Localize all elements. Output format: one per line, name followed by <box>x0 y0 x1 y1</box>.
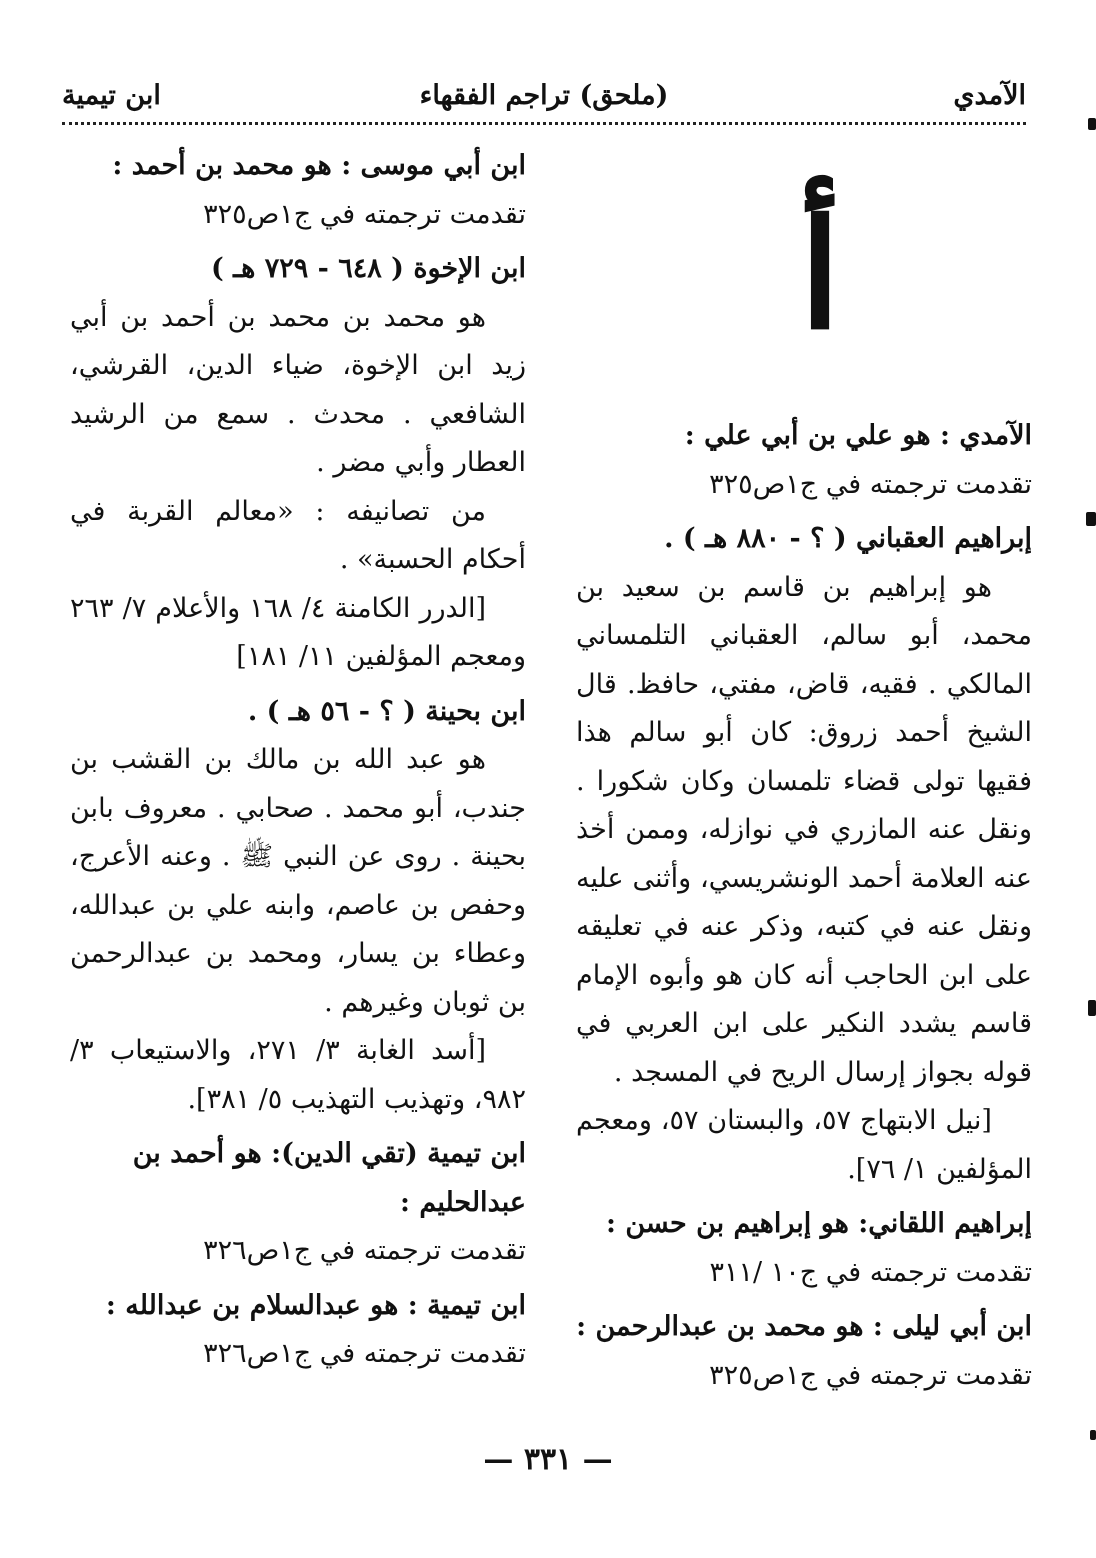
entry-sources: [نيل الابتهاج ٥٧، والبستان ٥٧، ومعجم المؤلفين ١/ ٧٦]. <box>576 1105 1032 1185</box>
header-section-title: (ملحق) تراجم الفقهاء <box>419 80 669 111</box>
scan-mark <box>1090 1430 1096 1440</box>
entry-ibrahim-laqani <box>576 1200 1032 1297</box>
entry-sources: [الدرر الكامنة ٤/ ١٦٨ والأعلام ٧/ ٢٦٣ ومعجم المؤلفين ١١/ ١٨١] <box>70 592 526 672</box>
entry-reference: تقدمت ترجمته في ج١ص٣٢٥ <box>203 198 526 230</box>
header-dotted-rule <box>62 122 1026 125</box>
entry-heading: ابن تيمية (تقي الدين): هو أحمد بن عبدالحليم : <box>132 1138 526 1218</box>
page-number: — ٣٣١ — <box>483 1442 613 1477</box>
entry-ibn-al-ikhwa <box>70 245 526 682</box>
entry-heading: إبراهيم العقباني ( ؟ - ٨٨٠ هـ ) . <box>664 523 1032 554</box>
entry-ibrahim-uqbani <box>576 515 1032 1194</box>
entry-ibn-taymiyya-taqi <box>70 1130 526 1276</box>
entry-ibn-abi-layla <box>576 1303 1032 1400</box>
section-letter: أ <box>799 187 841 363</box>
scan-mark <box>1088 1000 1096 1016</box>
entry-heading: الآمدي : هو علي بن أبي علي : <box>684 420 1032 451</box>
entry-reference: تقدمت ترجمته في ج١ص٣٢٦ <box>203 1338 526 1369</box>
right-column <box>576 412 1032 1406</box>
header-right-word: الآمدي <box>953 80 1026 111</box>
entry-reference: تقدمت ترجمته في ج١ص٣٢٦ <box>203 1235 526 1266</box>
entry-ibn-taymiyya-abdussalam <box>70 1282 526 1379</box>
entry-biography: هو إبراهيم بن قاسم بن سعيد بن محمد، أبو سالم، العقباني التلمساني المالكي . فقيه، قاض، مفتي، حافظ. قال الشيخ أحمد زروق: كان أبو سالم هذا فقيها تولى قضاء تلمسان وكان شكورا . ونقل عنه المازري في نوازله، وممن أخذ عنه العلامة أحمد الونشريسي، وأثنى عليه ونقل عنه في كتبه، وذكر عنه في تعليقه على ابن الحاجب أنه كان هو وأبوه الإمام قاسم يشدد النكير على ابن العربي في قوله بجواز إرسال الريح في المسجد . <box>576 571 1032 1088</box>
scan-mark <box>1088 118 1096 130</box>
entry-biography: هو محمد بن محمد بن أحمد بن أبي زيد ابن الإخوة، ضياء الدين، القرشي، الشافعي . محدث . سمع من الرشيد العطار وأبي مضر . <box>70 301 526 478</box>
entry-heading: ابن الإخوة ( ٦٤٨ - ٧٢٩ هـ ) <box>210 253 526 284</box>
entry-heading: إبراهيم اللقاني: هو إبراهيم بن حسن : <box>605 1208 1032 1239</box>
entry-heading: ابن أبي ليلى : هو محمد بن عبدالرحمن : <box>576 1311 1032 1342</box>
entry-heading: ابن أبي موسى : هو محمد بن أحمد : <box>112 150 526 181</box>
entry-ibn-buhayna <box>70 688 526 1125</box>
running-header <box>62 72 1026 116</box>
entry-heading: ابن تيمية : هو عبدالسلام بن عبدالله : <box>105 1289 526 1321</box>
left-column <box>70 142 526 1385</box>
entry-reference: تقدمت ترجمته في ج١٠ /٣١١ <box>709 1256 1032 1288</box>
entry-biography: هو عبد الله بن مالك بن القشب بن جندب، أبو محمد . صحابي . معروف بابن بحينة . روى عن النبي ﷺ . وعنه الأعرج، وحفص بن عاصم، وابنه علي بن عبدالله، وعطاء بن يسار، ومحمد بن عبدالرحمن بن ثوبان وغيرهم . <box>70 744 526 1018</box>
entry-works: من تصانيفه : «معالم القربة في أحكام الحسبة» . <box>70 495 526 575</box>
entry-amidi <box>576 412 1032 509</box>
entry-heading: ابن بحينة ( ؟ - ٥٦ هـ ) . <box>247 695 526 727</box>
entry-sources: [أسد الغابة ٣/ ٢٧١، والاستيعاب ٣/ ٩٨٢، وتهذيب التهذيب ٥/ ٣٨١]. <box>70 1035 526 1115</box>
entry-ibn-abi-musa <box>70 142 526 239</box>
header-left-word: ابن تيمية <box>62 80 161 111</box>
entry-reference: تقدمت ترجمته في ج١ص٣٢٥ <box>709 1359 1032 1391</box>
scan-mark <box>1086 512 1096 526</box>
entry-reference: تقدمت ترجمته في ج١ص٣٢٥ <box>709 468 1032 500</box>
